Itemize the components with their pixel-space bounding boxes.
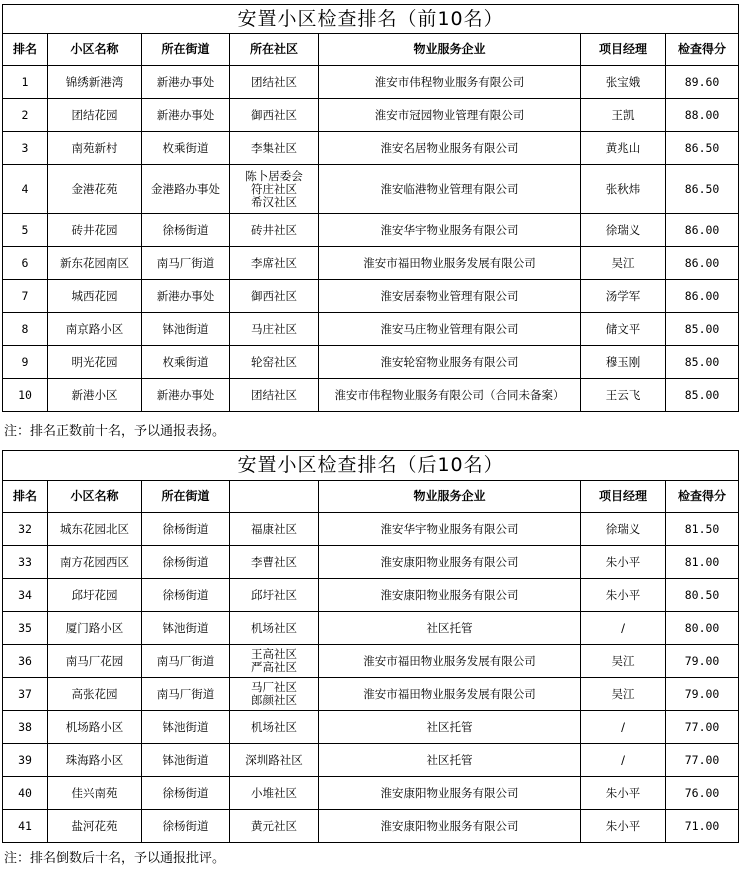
rank-cell: 36 [3,645,48,678]
header-community [230,481,319,513]
community-cell: 李席社区 [230,247,319,280]
estate-cell: 城东花园北区 [48,513,142,546]
header-rank: 排名 [3,481,48,513]
score-cell: 85.00 [666,313,739,346]
table-row [3,214,739,247]
estate-cell: 团结花园 [48,99,142,132]
score-cell: 77.00 [666,744,739,777]
score-cell: 89.60 [666,66,739,99]
street-cell: 枚乘街道 [142,346,230,379]
score-cell: 81.00 [666,546,739,579]
manager-cell: 朱小平 [581,579,666,612]
manager-cell: 张宝娥 [581,66,666,99]
manager-cell: / [581,612,666,645]
company-cell: 淮安居泰物业管理有限公司 [319,280,581,313]
community-cell: 团结社区 [230,66,319,99]
rank-cell: 33 [3,546,48,579]
score-cell: 77.00 [666,711,739,744]
rank-cell: 35 [3,612,48,645]
rank-cell: 2 [3,99,48,132]
street-cell: 新港办事处 [142,379,230,412]
street-cell: 徐杨街道 [142,513,230,546]
score-cell: 80.00 [666,612,739,645]
rank-cell: 39 [3,744,48,777]
company-cell: 淮安轮窑物业服务有限公司 [319,346,581,379]
estate-cell: 邱圩花园 [48,579,142,612]
estate-cell: 砖井花园 [48,214,142,247]
estate-cell: 新东花园南区 [48,247,142,280]
community-cell: 御西社区 [230,280,319,313]
street-cell: 徐杨街道 [142,777,230,810]
manager-cell: 吴江 [581,678,666,711]
manager-cell: 王云飞 [581,379,666,412]
estate-cell: 高张花园 [48,678,142,711]
score-cell: 81.50 [666,513,739,546]
table-title: 安置小区检查排名（前10名） [3,5,739,34]
top-table-body [3,66,739,412]
estate-cell: 锦绣新港湾 [48,66,142,99]
estate-cell: 珠海路小区 [48,744,142,777]
rank-cell: 3 [3,132,48,165]
header-score: 检查得分 [666,34,739,66]
community-cell: 御西社区 [230,99,319,132]
company-cell: 淮安名居物业服务有限公司 [319,132,581,165]
table-row [3,579,739,612]
table-row [3,280,739,313]
company-cell: 社区托管 [319,744,581,777]
header-row [3,34,739,66]
manager-cell: 储文平 [581,313,666,346]
estate-cell: 南京路小区 [48,313,142,346]
manager-cell: 王凯 [581,99,666,132]
header-estate: 小区名称 [48,34,142,66]
rank-cell: 1 [3,66,48,99]
rank-cell: 32 [3,513,48,546]
estate-cell: 新港小区 [48,379,142,412]
score-cell: 79.00 [666,645,739,678]
header-company: 物业服务企业 [319,481,581,513]
street-cell: 南马厂街道 [142,678,230,711]
company-cell: 淮安临港物业管理有限公司 [319,165,581,214]
estate-cell: 盐河花苑 [48,810,142,843]
estate-cell: 南马厂花园 [48,645,142,678]
score-cell: 86.00 [666,280,739,313]
manager-cell: 朱小平 [581,777,666,810]
manager-cell: 吴江 [581,247,666,280]
score-cell: 86.50 [666,132,739,165]
rank-cell: 41 [3,810,48,843]
company-cell: 淮安华宇物业服务有限公司 [319,513,581,546]
street-cell: 徐杨街道 [142,546,230,579]
street-cell: 徐杨街道 [142,214,230,247]
street-cell: 金港路办事处 [142,165,230,214]
community-cell: 陈卜居委会 符庄社区 希汉社区 [230,165,319,214]
top-note: 注：排名正数前十名，予以通报表扬。 [4,424,226,439]
community-cell: 轮窑社区 [230,346,319,379]
estate-cell: 机场路小区 [48,711,142,744]
street-cell: 钵池街道 [142,711,230,744]
table-row [3,711,739,744]
table-row [3,612,739,645]
header-street: 所在街道 [142,34,230,66]
community-cell: 黄元社区 [230,810,319,843]
rank-cell: 34 [3,579,48,612]
table-row [3,247,739,280]
score-cell: 88.00 [666,99,739,132]
header-score: 检查得分 [666,481,739,513]
table-row [3,165,739,214]
manager-cell: 张秋炜 [581,165,666,214]
company-cell: 淮安康阳物业服务有限公司 [319,546,581,579]
table-row [3,132,739,165]
community-cell: 机场社区 [230,612,319,645]
company-cell: 淮安康阳物业服务有限公司 [319,810,581,843]
score-cell: 86.00 [666,214,739,247]
street-cell: 南马厂街道 [142,247,230,280]
header-company: 物业服务企业 [319,34,581,66]
header-manager: 项目经理 [581,34,666,66]
community-cell: 李曹社区 [230,546,319,579]
company-cell: 社区托管 [319,612,581,645]
table-row [3,513,739,546]
manager-cell: / [581,711,666,744]
score-cell: 79.00 [666,678,739,711]
score-cell: 86.50 [666,165,739,214]
bottom-ranking-table [2,450,739,843]
rank-cell: 10 [3,379,48,412]
rank-cell: 38 [3,711,48,744]
table-row [3,810,739,843]
estate-cell: 厦门路小区 [48,612,142,645]
community-cell: 邱圩社区 [230,579,319,612]
company-cell: 社区托管 [319,711,581,744]
manager-cell: 朱小平 [581,810,666,843]
street-cell: 南马厂街道 [142,645,230,678]
manager-cell: / [581,744,666,777]
bottom-note: 注：排名倒数后十名，予以通报批评。 [4,851,226,866]
rank-cell: 37 [3,678,48,711]
header-community: 所在社区 [230,34,319,66]
estate-cell: 南苑新村 [48,132,142,165]
street-cell: 新港办事处 [142,99,230,132]
score-cell: 85.00 [666,379,739,412]
rank-cell: 5 [3,214,48,247]
header-row [3,481,739,513]
community-cell: 小堆社区 [230,777,319,810]
table-row [3,678,739,711]
community-cell: 马庄社区 [230,313,319,346]
estate-cell: 南方花园西区 [48,546,142,579]
header-rank: 排名 [3,34,48,66]
street-cell: 徐杨街道 [142,810,230,843]
community-cell: 团结社区 [230,379,319,412]
estate-cell: 城西花园 [48,280,142,313]
company-cell: 淮安马庄物业管理有限公司 [319,313,581,346]
table-row [3,66,739,99]
community-cell: 机场社区 [230,711,319,744]
estate-cell: 明光花园 [48,346,142,379]
header-estate: 小区名称 [48,481,142,513]
street-cell: 钵池街道 [142,744,230,777]
rank-cell: 4 [3,165,48,214]
company-cell: 淮安市伟程物业服务有限公司（合同未备案） [319,379,581,412]
manager-cell: 黄兆山 [581,132,666,165]
estate-cell: 佳兴南苑 [48,777,142,810]
rank-cell: 40 [3,777,48,810]
table-row [3,313,739,346]
table-row [3,346,739,379]
street-cell: 新港办事处 [142,66,230,99]
estate-cell: 金港花苑 [48,165,142,214]
score-cell: 76.00 [666,777,739,810]
community-cell: 福康社区 [230,513,319,546]
table-row [3,777,739,810]
manager-cell: 吴江 [581,645,666,678]
top-ranking-table [2,4,739,412]
company-cell: 淮安市伟程物业服务有限公司 [319,66,581,99]
company-cell: 淮安华宇物业服务有限公司 [319,214,581,247]
street-cell: 枚乘街道 [142,132,230,165]
company-cell: 淮安市福田物业服务发展有限公司 [319,645,581,678]
company-cell: 淮安市冠园物业管理有限公司 [319,99,581,132]
manager-cell: 穆玉刚 [581,346,666,379]
table-row [3,99,739,132]
score-cell: 80.50 [666,579,739,612]
rank-cell: 6 [3,247,48,280]
street-cell: 徐杨街道 [142,579,230,612]
score-cell: 86.00 [666,247,739,280]
score-cell: 71.00 [666,810,739,843]
table-row [3,546,739,579]
community-cell: 李集社区 [230,132,319,165]
company-cell: 淮安市福田物业服务发展有限公司 [319,247,581,280]
community-cell: 王高社区 严高社区 [230,645,319,678]
manager-cell: 汤学军 [581,280,666,313]
manager-cell: 徐瑞义 [581,513,666,546]
table-title: 安置小区检查排名（后10名） [3,451,739,481]
company-cell: 淮安康阳物业服务有限公司 [319,579,581,612]
company-cell: 淮安市福田物业服务发展有限公司 [319,678,581,711]
street-cell: 钵池街道 [142,313,230,346]
header-street: 所在街道 [142,481,230,513]
score-cell: 85.00 [666,346,739,379]
manager-cell: 朱小平 [581,546,666,579]
manager-cell: 徐瑞义 [581,214,666,247]
table-row [3,744,739,777]
table-row [3,379,739,412]
rank-cell: 8 [3,313,48,346]
rank-cell: 7 [3,280,48,313]
street-cell: 新港办事处 [142,280,230,313]
company-cell: 淮安康阳物业服务有限公司 [319,777,581,810]
community-cell: 砖井社区 [230,214,319,247]
bottom-table-body [3,513,739,843]
community-cell: 深圳路社区 [230,744,319,777]
table-row [3,645,739,678]
header-manager: 项目经理 [581,481,666,513]
community-cell: 马厂社区 郎颜社区 [230,678,319,711]
rank-cell: 9 [3,346,48,379]
street-cell: 钵池街道 [142,612,230,645]
